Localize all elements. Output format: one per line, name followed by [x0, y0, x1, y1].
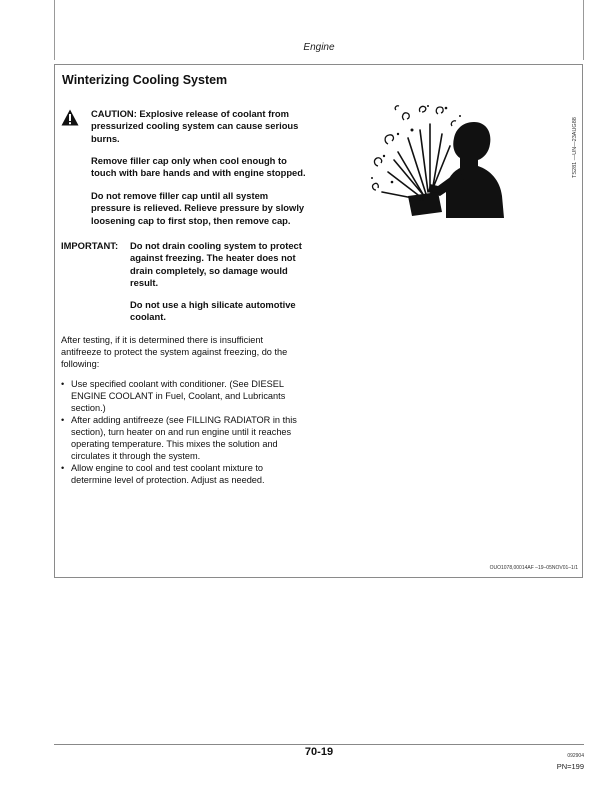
document-code: OUO1078,00014AF –19–05NOV01–1/1 [489, 565, 578, 571]
list-item: • Use specified coolant with conditioner. (See DIESEL ENGINE COOLANT in Fuel, Coolant, and Lubricants section.) [61, 379, 286, 413]
bullet-icon: • [61, 415, 65, 425]
pn-number: PN=199 [556, 762, 584, 771]
section-title: Engine [303, 42, 335, 53]
important-label: IMPORTANT: [61, 240, 119, 251]
important-paragraph-1: Do not drain cooling system to protect against freezing. The heater does not drain completely, so damage would result. [130, 240, 302, 289]
bullet-icon: • [61, 379, 65, 389]
date-code: 092904 [567, 753, 584, 759]
caution-paragraph-2: Remove filler cap only when cool enough to touch with bare hands and with engine stopped. [91, 155, 306, 179]
illustration-code: TS281 —UN—23AUG88 [572, 117, 578, 178]
page-heading: Winterizing Cooling System [62, 73, 228, 87]
bottom-rule [54, 744, 584, 745]
coolant-burst-warning-illustration [368, 100, 508, 220]
bullet-icon: • [61, 463, 65, 473]
page-number: 70-19 [304, 746, 334, 758]
important-paragraph-2: Do not use a high silicate automotive coolant. [130, 299, 296, 323]
list-item: • Allow engine to cool and test coolant mixture to determine level of protection. Adjust as needed. [61, 463, 265, 485]
body-intro: After testing, if it is determined there is insufficient antifreeze to protect the system against freezing, do the following: [61, 335, 288, 370]
list-item: • After adding antifreeze (see FILLING RADIATOR in this section), turn heater on and run engine until it reaches operating temperature. This mixes the solution and circulates it through the system. [61, 415, 297, 461]
caution-paragraph-1: CAUTION: Explosive release of coolant from pressurized cooling system can cause serious burns. [91, 108, 299, 144]
warning-triangle-icon [61, 109, 79, 126]
caution-paragraph-3: Do not remove filler cap until all system pressure is relieved. Relieve pressure by slowly loosening cap to first stop, then remove cap. [91, 190, 305, 226]
instruction-list [61, 378, 351, 486]
